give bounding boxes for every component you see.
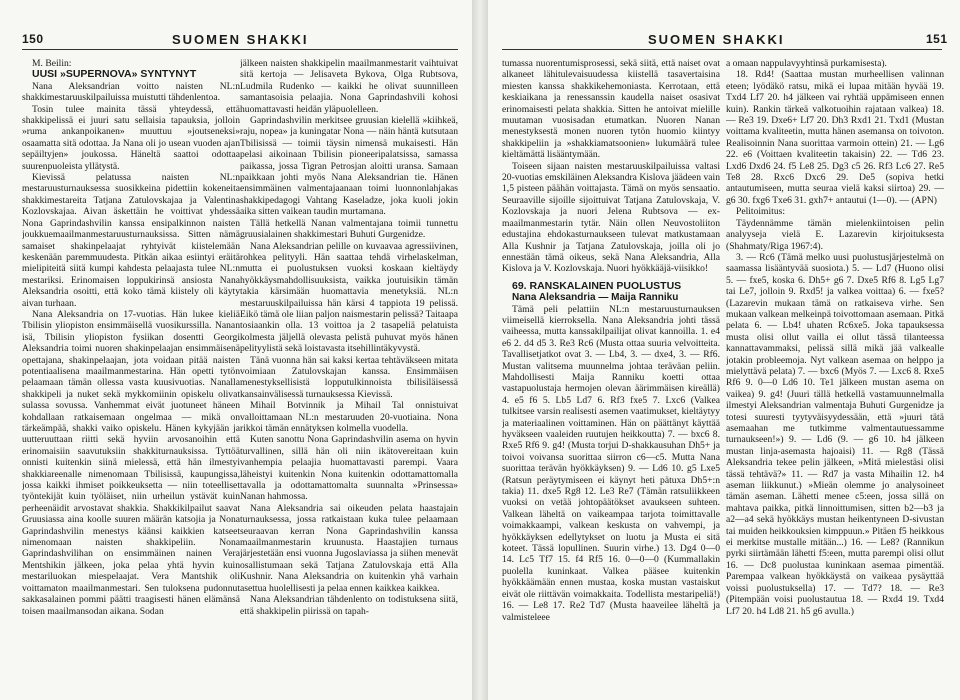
- paragraph: tumassa nuorentumisprosessi, sekä siitä, että naiset ovat alkaneet lähitulevaisuudessa kiistellä tasavertaisina miesten kanssa shakkikehemoniasta. Kerrotaan, että keskiaikana ja renessanssin kaudella naiset osasivat erinomaisesti pelata shakkia. Sitten he antoivat mielille muutaman vuosisadan etumatkan. Nuoren Nanan menestyksestä monen nuoren tytön huomio kiintyy shakkipeliin ja »shakkiamatsoonien» lukumäärä tulee kieltämättä lisääntymään.: [502, 58, 720, 161]
- game-notation: a omaan nappulavyyhtinsä purkamisesta).: [726, 58, 887, 69]
- page-gutter: [472, 0, 488, 700]
- game-notation: 3. — Rc6 (Tämä melko uusi puolustusjärjestelmä on saamassa lisääntyvää suosiota.) 5. — Ld7 (Huono olisi 5. — fxe5, koska 6. Dh5+ g6 7. Dxe5 Rf6 8. Lg5 Lg7 tai Le7, jolloin 9. Rxd5! ja valkea voittaa) 6. — fxe5? (Lazarevin mukaan tämä on ratkaiseva virhe. Sen mukaan valkean melkeinpä toivottomaan asemaan. Pitkä pelata 6. — Lb4! uhaten Rc6xe5. Joka tapauksessa musta olisi ollut vailla ei ollut tässä tilanteessa kannattavammaksi, pelissä sillä mikä jää valkealle jotakin probleemoja. Nyt valkean asemaa on helppo ja mielyttävä pelata) 7. — bxc6 (Myös 7. — Lxc6 8. Rxe5 Rf6 9. 0—0 Ld6 10. Te1 jälkeen mustan asema on vaikea) 9. g4! (Juuri tällä hetkellä vastamuunnelmalla ilmestyi Aleksandrian valmentaja Buhuti Gurgenidze ja totesi suuresti tyytyväisyydessään, että »juuri tätä asemaahan me tutkimme valmentautuessamme turnaukseen!») 9. — Ld6 (9. — g6 10. h4 jälkeen mustan linja-asemasta hajoaisi) 11. — Rg8 (Tässä Aleksandria tekee pelin jälkeen, »Mitä mielestäsi olisi tässä tehtävä?» 11. — Rd7 ja vasta Mihailin 12. h4 aseman liikkunut.) »Mieän olemme jo analysoineet tämän aseman. Lähetti menee c5:een, jossa sillä on mahtava paikka, pitkä linnoittumisen, sitten b2—b3 ja a2—a4 sekä hyökkäys mustan heikentyneen D-sivustan tai muiden heikkouksien kimppuun.» Pitäen f5 heikkous ei merkitse mustalle mitään...) 16. — Le8? (Rannikun pyrki siirtämään lähetti f5:een, mutta parempi olisi ollut 16. — Dc8 puolustaa kuninkaan asemaa pimentää. Parempaa valkean hyökkäystä on vaikeaa pysäyttää voissi puolustuksella) 17. — Td7? 18. — Re3 (Pitempään voisi puolustautua 18. — Rxd4 19. Txd4 Lf7 20. h4 Ld8 21. h5 g6 avulla.): [726, 251, 944, 617]
- page-number-right: 151: [926, 32, 948, 46]
- article-headline: UUSI »SUPERNOVA» SYNTYNYT: [32, 68, 197, 81]
- paragraph: jälkeen naisten shakkipelin maailmanmestarit vaihtuivat sitä kertoja — Jelisaveta Bykova, Olga Rubtsova, Ludmila Rudenko — kaikki he olivat suunnilleen samantasoisia pelaajia. Nona Gaprindashvili kohosi huomattavasti heidän yläpuolelleen.: [240, 58, 458, 115]
- game-players: Nana Aleksandria — Maija Ranniku: [512, 292, 679, 304]
- paragraph: Tosin tulee mainita tässä yhteydessä, että shakkipelissä ei juuri satu sellaisia tapauksia, jolloin »ruma ankanpoikanen» muuttuu »joutseneksi» osaamatta sitä odottaa. Ja Nana oli jo usean vuoden ajan sepäiltyjen» joukossa. Häneltä saattoi odottaa suurenpuoleista yllätystä.: [22, 103, 240, 172]
- game-notation: Tämä peli pelattiin NL:n mestaruusturnauksen viimeisellä kierroksella. Nana Aleksandria johti tässä vaiheessa, mutta kanssakilpailijat olivat kannoilla. 1. e4 e6 2. d4 d5 3. Re3 Rc6 (Musta ottaa suuria velvoitteita. Tavallisetjatkot ovat 3. — Lb4, 3. — dxe4, 3. — Rf6. Mustan valitsema muunnelma johtaa teräväan peliin. Mahdollisesti Maija Ranniku koetti ottaa vastapuolustaja hermojen olevan äärimmäisen kireällä) 4. e5 f6 5. Lb5 Ld7 6. Rf3 fxe5 7. Lxc6 (Valkea tulkitsee varsin realisesti asemen vaatimukset, kieltäytyy ja materiaalinen voittaminen. Hän on päättänyt käyttää hyväkseen vaaleiden ruutujen heikkoutta) 7. — bxc6 8. Rxe5 Rf6 9. g4! (Musta torjui D-shakkausuhan Dh5+ ja toivoi voivansa suorittaa siirron c6—c5. Mutta Nana suorittaa terävän hyökkäyksen) 9. — Ld6 10. g5 Lxe5 (Ratsun peräytymiseen ei käynyt heti pätuxa Dh5+:n takia) 11. dxe5 Rg8 12. Le3 Re7 (Tämän ratsuliikkeen vuoksi on vetää johtopäätökset avaukseen suhteen. Valkean läheltä on vaikeampaa tarjota toimittavalle voimakkaampi, valkean keskusta on vahvempi, ja hyökkäyksen edellytykset on luotu ja Musta ei sitä koteet. Tässä lopullinen. Suurin virhe.) 13. Dg4 0—0 14. Lc5 Tf7 15. f4 Rf5 16. 0—0—0 (Kummallakin puolella kuninkaat. Valkea pääsee kuitenkin hyökkäämään ennen mustaa, koska mustan vastaiskut eivät ole riittävän voimakkaita. Todellista mestaripeliä!) 16. — Le8 17. Re2 Td7 (Musta haaveilee läheltä ja valmisteleee: [502, 303, 720, 623]
- paragraph: Nana Aleksandrian pelille on kuvaavaa agressiivinen, rohkea pelityyli. Hän saattaa tehdä virhelaskelman, mutta ei puolustuksen vuoksi koskaan kieltäydy hyökkäysmahdollisuuksista, vaikka joutuisikin tämän takia kärsimään huomattavia menetyksiä. NL:n mestaruuskilpailuissa hän kärsi 4 tappiota 19 pelissä. Eikö tämä ole liian paljon naismestarin pelissä? Taitaapa tosiaankin olla. 13 voittoa ja 2 tasapeliä pelatuista kolmesta jäljellä olevasta pelistä puhuvat myös hänen pelityylistä sekä loistavasta itsehillintäkyvystä.: [240, 240, 458, 355]
- running-title-left: SUOMEN SHAKKI: [172, 32, 309, 47]
- paragraph: Gaprindashvilin merkitsee gruusian kielellä »kiihkeä, raju, nopea» ja kuningatar Nona — näin häntä kutsutaan Tbilisissä — toimii täysin nimensä mukaisesti. Hän pelasi aikoinaan Tbilisin pioneeripalatsissa, samassa paikassa, jossa Tigran Petrosjan aloitti uransa. Samaan paikkaan johti myös Nana Aleksandrian tie. Hänen ensimmäinen valmentajaanaan toimi luonnonlahjakas shakkipedagogi Vahtang Kaseladze, joka kuoli jokin aika sitten vaikean taudin murtamana.: [240, 115, 458, 218]
- left-col-1: [22, 58, 240, 692]
- game-heading: 69. RANSKALAINEN PUOLUSTUS: [512, 279, 682, 292]
- left-page: [0, 0, 472, 700]
- header-rule-left: [22, 49, 458, 50]
- right-col-1: [502, 58, 720, 692]
- header-rule-right: [502, 49, 942, 50]
- running-title-right: SUOMEN SHAKKI: [648, 32, 785, 47]
- author-line: M. Beilin:: [32, 58, 72, 69]
- paragraph: Nana Aleksandrian voitto naisten NL:n shakkimestaruuskilpailuissa muistutti tähdenlentoa.: [22, 80, 240, 104]
- paragraph: Nana Aleksandrian tähdenlento on todistuksena siitä, että shakkipelin piirissä on tapah-: [240, 594, 458, 617]
- paragraph: Mihail Botvinnik ja Mihail Tal onnistuivat valloittamaan NL:n mestaruuden 20-vuotiaina. Nona rikkoi tämän ennätyksen kolmella vuodella.: [240, 400, 458, 434]
- paragraph: Toiseen sijaan naisten mestaruuskilpailuissa valtasi 20-vuotias emskiläinen Aleksandra Kislova jäädeen vain 1,5 pisteen päähän voittajasta. Tämä on myös sensaatio. Seuraaville sijoille sijoittuivat Tatjana Zatulovskaja, V. Kozlovskaja ja nuori Jelena Rubtsova — ex-maailmanmestarin tytär. Näin ollen Neuvostoliiton edustajina ehdokasturnaukseen tulevat matkustamaan Alla Kushnir ja Tatjana Zatulovskaja, joilla oli jo ennestään tämä oikeus, sekä Nana Aleksandria, Alla Kislova ja V. Kozlovskaja. Nuori hyökkääjä-viisikko!: [502, 160, 720, 275]
- paragraph: Kuten sanottu Nona Gaprindashvilin asema on hyvin turvallinen, sillä hän oli niin ikätovereitaan kuin vanhempia pelaajia huomattavasti parempi. Vaara läheistyi kuitenkin Nona kuitenkin odottamattomalla tavalla ja odottamattomalta suunnalta »Prinsessa» Nanan hahmossa.: [240, 434, 458, 503]
- right-page: [488, 0, 960, 700]
- paragraph: Nana Aleksandria on 17-vuotias. Hän lukee kieliä Tbilisin yliopiston ensimmäisellä vuosikurssilla. Nanan isä, Tbilisin yliopiston fysiikan dosentti Georgi Aleksandria toimi nuoren shakinpelaajan ensimmäisenä opettajana, shakinpelaajan, jota voidaan pitää naisten potentiaalisena maailmanmestarina. Hän opetti tytön pelaamaan tämän ollessa vasta kuusivuotias. Nanalla shakkipeli ja nuket sekä mykkomiinin opiskelu olivat sulassa sovussa. Vanhemmat eivät juotuneet häneen kohdallaan ratkaisemaan ongelmaa — mikä on tärkeämpää, shakki vaiko opiskelu. Hänen kykyjään ja uutteruuttaan riitti sekä hyviin arvosanoihin että erinomaisiin saavutuksiin shakkiturnauksissa. Tyttöä onnisti kuitenkin siinä mielessä, että hän ilmestyi shakkiareenalle nimenomaan Tbilisissä, kaupungissa, jossa kaikki ihmiset poikkeuksetta — niin toteelliset työntekijät kuin työläiset, niin urheilun ystävät kuin perheenäidit arvostavat shakkia. Shakkikilpailut saavat Gruusiassa aina koolle suuren määrän katsojia ja Nona Gaprindashvilin menestys käänsi kaikkien katseet nimenomaan naisten shakkipeliin. Nona Gaprindashvilihan on ensimmäinen nainen Vera Mentshikin jälkeen, joka pelaa yhtä hyvin kuin mestariluokan miespelaajat. Vera Mantshik oli voittamaton maailmanmestari. Sen tuloksena pudonnut sakkasalainen pommi päätti traagisesti hänen elämänsä toisen maailmansodan aikana. Sodan: [22, 308, 240, 617]
- left-col-2: [240, 58, 458, 692]
- paragraph: Täydennämme tämän mielenkiintoisen pelin analyyseja vielä E. Lazarevin kirjoituksesta (Shahmaty/Riga 1967:4).: [726, 217, 944, 252]
- paragraph: Tällä hetkellä Nanan valmentajana toimii tunnettu gruusialainen shakkimestari Buhuti Gurgenidze.: [240, 217, 458, 241]
- game-notation: 18. Rd4! (Saattaa mustan murheellisen valinnan eteen; lyödäkö ratsu, mikä ei lupaa mitään hyvää 19. Txd4 Lf7 20. h4 jälkeen vai ryhtää uppämiseen ennen kuin). Rankin tärkeä valkotuoihin rajataan valkea) 18. — Re3 19. Dxe6+ Lf7 20. Dh3 Rxd1 21. Txd1 (Mustan voittama kvaliteetin, mutta hänen asemansa on toivoton. Realisoinnin Nana suorittaa varmoin ottein) 21. — Lg6 22. e6 (Voittaen kvaliteetin takaisin) 22. — Td6 23. Lxd6 Dxd6 24. f5 Le8 25. Dg3 c5 26. Rf3 Lc6 27. Re5 Te8 28. Rxc6 Dxc6 29. De5 (sopiva hetki antautumiseen, mutta seuraa vielä kaksi siirtoa) 29. — g6 30. fxg6 Txe6 31. gxh7+ antautui (1—0). — (APN): [726, 69, 944, 206]
- paragraph: Nana Aleksandria sai oikeuden pelata haastajain turnauksessa, jossa ratkaistaan kuka tulee pelaamaan seuraavan kerran Nona Gaprindashvilin kanssa maailmanmestarin kruunusta. Haastajien turnaus järjestetään ensi vuonna Jugoslaviassa ja siihen menevät osallistumaan sekä Tatjana Zatulovskaja että Alla Kushnir. Nana Aleksandria on kuitenkin yhä varhain asettua huolellisesti ja pelaa ennen kaikkea kaikkea.: [240, 502, 458, 594]
- left-page-header: [0, 28, 472, 48]
- section-label: Pelitoimitus:: [736, 206, 786, 218]
- paragraph: Kievissä pelatussa naisten NL:n mestaruusturnauksessa suosikkeina pidettiin kokeneita shakkimestareita Tatjana Zatulovskajaa ja Valentina Kozlovskajaa. Aivan äskettäin he voittivat yhdessä Nona Gaprindashvilin kanssa ensipalkinnon naisten joukkuemaailmanmestaruusturnauksissa. Sitten nämä samaiset shakinpelaajat ryhtyivät kiistelemään keskenään paremmuudesta. Pitkän aikaa esiintyi eräitä mielipiteitä siitä kumpi kahdesta pelaajasta tulee NL:n mestariksi. Erinomaisen loppukirinsä ansiosta Nana Aleksandria osoitti, että koko tämä kiistely oli käyty aivan turhaan.: [22, 172, 240, 309]
- right-col-2: [726, 58, 944, 692]
- paragraph: Tänä vuonna hän sai kaksi kertaa tehtäväkseen mitata voimiaan Zatulovskajan kanssa. Ensimmäisen menestyksellisistä lopputulkinnoista tbilisiläisessä kansainvälisessä turnauksessa Kievissä.: [240, 354, 458, 400]
- page-number-left: 150: [22, 32, 44, 46]
- right-page-header: [488, 28, 960, 48]
